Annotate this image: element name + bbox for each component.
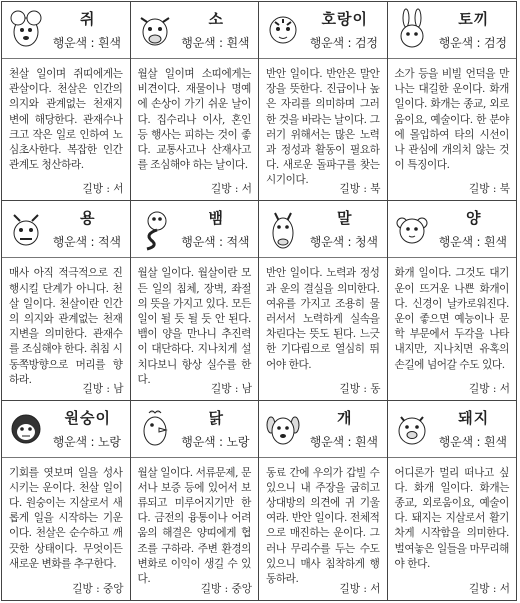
lucky-color: 행운색 : 적색 xyxy=(52,235,121,250)
card-header xyxy=(259,401,387,458)
zodiac-name: 돼지 xyxy=(458,408,490,427)
card-rooster xyxy=(131,401,260,600)
lucky-direction: 길방 : 남 xyxy=(210,382,252,395)
card-header xyxy=(388,401,517,458)
lucky-direction: 길방 : 남 xyxy=(82,382,124,395)
horoscope-grid xyxy=(1,1,517,601)
fortune-text: 월살 일이다. 서류문제, 문서나 보증 등에 있어서 보류되고 미루어지기만 한다. 금전의 융통이나 어려움의 해결은 양띠에게 협조를 구하라. 주변 환경의 변화로 이익이 생길 수 있다. xyxy=(137,466,251,584)
zodiac-name: 뱀 xyxy=(208,209,224,228)
card-header xyxy=(259,2,387,59)
card-horse xyxy=(259,201,388,400)
lucky-color: 행운색 : 적색 xyxy=(181,235,250,250)
lucky-direction: 길방 : 중앙 xyxy=(72,582,124,595)
card-tiger xyxy=(259,2,388,201)
horse-icon xyxy=(265,207,301,251)
lucky-direction: 길방 : 북 xyxy=(339,183,381,196)
lucky-color: 행운색 : 흰색 xyxy=(52,36,121,50)
fortune-text: 반안 일이다. 반안은 말안장을 뜻한다. 진급이나 높은 자리를 의미하며 그러한 것을 바라는 날이다. 그러기 위해서는 많은 노력과 정성과 활동이 필요하다. 새로운 돌파구를 찾는 시기이다. xyxy=(266,68,380,185)
card-snake xyxy=(131,201,260,400)
dog-icon xyxy=(265,407,301,451)
card-rabbit xyxy=(388,2,517,201)
lucky-color: 행운색 : 흰색 xyxy=(438,235,507,250)
lucky-direction: 길방 : 북 xyxy=(468,183,510,196)
sheep-icon xyxy=(394,207,430,251)
lucky-direction: 길방 : 중앙 xyxy=(200,582,252,595)
card-sheep xyxy=(388,201,517,400)
lucky-color: 행운색 : 흰색 xyxy=(309,434,378,449)
zodiac-name: 토끼 xyxy=(458,10,490,28)
card-header xyxy=(388,201,517,258)
fortune-text: 반안 일이다. 노력과 정성과 운의 결실을 의미한다. 여유를 가지고 조용히 물러서서 노력하게 실속을 차린다는 뜻도 된다. 느긋한 기다림으로 열심히 뛰어야 한다. xyxy=(266,267,380,371)
ox-icon xyxy=(137,8,173,52)
card-header xyxy=(131,2,259,59)
card-header xyxy=(388,2,517,59)
card-dragon xyxy=(2,201,131,400)
lucky-direction: 길방 : 서 xyxy=(82,183,124,196)
monkey-icon xyxy=(8,407,44,451)
fortune-text: 천살 일이며 쥐띠에게는 관살이다. 천살은 인간의 의지와 관계없는 천재지변에 해당한다. 관재수나 크고 작은 일로 인하여 노심초사한다. 복잡한 인간관계도 청산하라. xyxy=(9,68,123,172)
lucky-color: 행운색 : 흰색 xyxy=(181,36,250,50)
pig-icon xyxy=(394,407,430,451)
lucky-direction: 길방 : 서 xyxy=(468,382,510,395)
card-header xyxy=(2,401,130,458)
card-header xyxy=(131,201,259,258)
lucky-color: 행운색 : 청색 xyxy=(309,235,378,250)
card-ox xyxy=(131,2,260,201)
lucky-color: 행운색 : 검정 xyxy=(309,36,378,50)
zodiac-name: 양 xyxy=(466,209,482,228)
card-monkey xyxy=(2,401,131,600)
zodiac-name: 용 xyxy=(80,209,96,228)
lucky-direction: 길방 : 서 xyxy=(468,582,510,595)
card-rat xyxy=(2,2,131,201)
zodiac-name: 말 xyxy=(337,209,353,228)
snake-icon xyxy=(137,207,173,251)
card-header xyxy=(131,401,259,458)
fortune-text: 동료 간에 우의가 갑빌 수 있으니 내 주장을 굽히고 상대방의 의견에 귀 기울여라. 반안 일이다. 전체적으로 매진하는 운이다. 그러나 무리수를 두는 수도 있으니 매사 침착하게 행동하라. xyxy=(266,466,380,584)
lucky-direction: 길방 : 서 xyxy=(339,582,381,595)
card-dog xyxy=(259,401,388,600)
fortune-text: 어디론가 멀리 떠나고 싶다. 화개 일이다. 화개는 종교, 외로움이요, 예술이다. 돼지는 지살로서 활기차게 시작함을 의미한다. 벌여놓은 일들을 마무리해야 한다. xyxy=(394,466,509,570)
zodiac-name: 개 xyxy=(337,408,353,427)
zodiac-name: 원숭이 xyxy=(64,408,111,427)
zodiac-name: 쥐 xyxy=(80,10,96,28)
zodiac-name: 소 xyxy=(208,10,224,28)
fortune-text: 월살 일이다. 월살이란 모든 일의 침체, 장벽, 좌절의 뜻을 가지고 있다. 모든 일이 될 듯 될 듯 안 된다. 뱀이 양을 만나니 추진력이 대단하다. 지나치게 설치다보니 항상 실수를 한다. xyxy=(137,267,251,385)
card-pig xyxy=(388,401,517,600)
fortune-text: 화개 일이다. 그것도 대기운이 뜨거운 나쁜 화개이다. 신경이 날카로워진다. 운이 좋으면 예능이나 문학 부문에서 두각을 나타내지만, 지나치면 유혹의 손길에 넘어갈 수도 있다. xyxy=(394,267,509,371)
fortune-text: 매사 아직 적극적으로 진행시킬 단계가 아니다. 천살 일이다. 천살이란 인간의 의지와 관계없는 천재지변을 의미한다. 관재수를 조심해야 한다. 취침 시 동쪽방향으로 머리를 향하라. xyxy=(9,267,123,385)
card-header xyxy=(2,2,130,59)
lucky-color: 행운색 : 노랑 xyxy=(181,434,250,449)
dragon-icon xyxy=(8,207,44,251)
lucky-direction: 길방 : 동 xyxy=(339,382,381,395)
rooster-icon xyxy=(137,407,173,451)
zodiac-name: 호랑이 xyxy=(321,10,368,28)
fortune-text: 소가 등을 비빌 언덕을 만나는 대길한 운이다. 화개 일이다. 화개는 종교, 외로움이요, 예술이다. 한 분야에 몰입하여 타의 시선이나 관심에 개의치 않는 것이 특징이다. xyxy=(394,68,509,172)
zodiac-name: 닭 xyxy=(208,408,224,427)
card-header xyxy=(259,201,387,258)
fortune-text: 기회를 엿보며 일을 성사시키는 운이다. 천살 일이다. 원숭이는 지살로서 새롭게 일을 시작하는 기운이다. 천살은 순수하고 깨끗한 상태이다. 무엇이든 새로운 변화를 추구한다. xyxy=(9,466,123,570)
lucky-color: 행운색 : 흰색 xyxy=(438,434,507,449)
card-header xyxy=(2,201,130,258)
fortune-text: 월살 일이며 소띠에게는 비견이다. 재물이나 명예에 손상이 가기 쉬운 날이다. 집수리나 이사, 혼인 등 행사는 피하는 것이 좋다. 교통사고나 산재사고를 조심해야 하는 날이다. xyxy=(137,68,251,172)
rat-icon xyxy=(8,8,44,52)
tiger-icon xyxy=(265,8,301,52)
rabbit-icon xyxy=(394,8,430,52)
lucky-color: 행운색 : 노랑 xyxy=(52,434,121,449)
lucky-color: 행운색 : 검정 xyxy=(438,36,507,50)
lucky-direction: 길방 : 서 xyxy=(210,183,252,196)
